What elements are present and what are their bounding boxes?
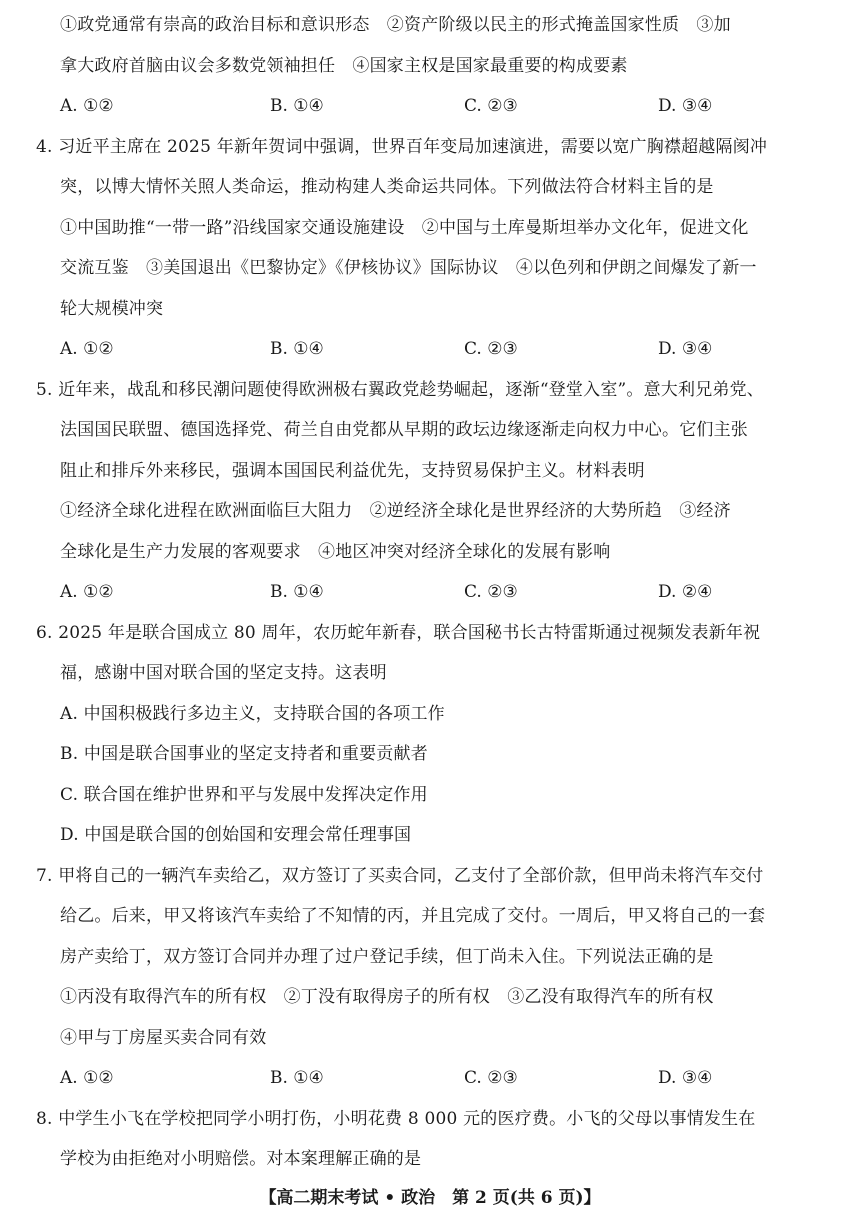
q7-statements-line1: ①丙没有取得汽车的所有权 ②丁没有取得房子的所有权 ③乙没有取得汽车的所有权 [60,987,714,1007]
q6-option-d: D. 中国是联合国的创始国和安理会常任理事国 [60,825,412,845]
q5-option-b: B. ①④ [270,582,324,602]
q6-option-a: A. 中国积极践行多边主义，支持联合国的各项工作 [60,704,445,724]
q5-stem-line3: 阻止和排斥外来移民，强调本国国民利益优先，支持贸易保护主义。材料表明 [60,461,645,481]
q5-statements-line1: ①经济全球化进程在欧洲面临巨大阻力 ②逆经济全球化是世界经济的大势所趋 ③经济 [60,501,731,521]
q3-option-b: B. ①④ [270,96,324,116]
q6-option-b: B. 中国是联合国事业的坚定支持者和重要贡献者 [60,744,428,764]
q7-option-d: D. ③④ [658,1068,713,1088]
q7-stem-line1: 7. 甲将自己的一辆汽车卖给乙，双方签订了买卖合同，乙支付了全部价款，但甲尚未将汽车交付 [36,866,764,886]
q7-option-c: C. ②③ [464,1068,518,1088]
q4-statements-line2: 交流互鉴 ③美国退出《巴黎协定》《伊核协议》国际协议 ④以色列和伊朗之间爆发了新一 [60,258,757,278]
q5-stem-line2: 法国国民联盟、德国选择党、荷兰自由党都从早期的政坛边缘逐渐走向权力中心。它们主张 [60,420,748,440]
q7-option-b: B. ①④ [270,1068,324,1088]
q4-statements-line3: 轮大规模冲突 [60,299,164,319]
q5-option-a: A. ①② [60,582,114,602]
q6-option-c: C. 联合国在维护世界和平与发展中发挥决定作用 [60,785,428,805]
q3-option-d: D. ③④ [658,96,713,116]
q8-stem-line2: 学校为由拒绝对小明赔偿。对本案理解正确的是 [60,1149,422,1169]
q7-stem-line3: 房产卖给丁，双方签订合同并办理了过户登记手续，但丁尚未入住。下列说法正确的是 [60,947,714,967]
q4-option-d: D. ③④ [658,339,713,359]
q4-option-c: C. ②③ [464,339,518,359]
q6-stem-line2: 福，感谢中国对联合国的坚定支持。这表明 [60,663,387,683]
q4-statements-line1: ①中国助推“一带一路”沿线国家交通设施建设 ②中国与土库曼斯坦举办文化年，促进文化 [60,218,749,238]
q7-stem-line2: 给乙。后来，甲又将该汽车卖给了不知情的丙，并且完成了交付。一周后，甲又将自己的一套 [60,906,766,926]
q5-stem-line1: 5. 近年来，战乱和移民潮问题使得欧洲极右翼政党趁势崛起，逐渐“登堂入室”。意大利兄弟党、 [36,380,765,400]
q3-option-c: C. ②③ [464,96,518,116]
q8-stem-line1: 8. 中学生小飞在学校把同学小明打伤，小明花费 8 000 元的医疗费。小飞的父母以事情发生在 [36,1109,756,1129]
q3-option-a: A. ①② [60,96,114,116]
q5-option-c: C. ②③ [464,582,518,602]
q3-statements-line2: 拿大政府首脑由议会多数党领袖担任 ④国家主权是国家最重要的构成要素 [60,56,628,76]
q4-option-b: B. ①④ [270,339,324,359]
q5-statements-line2: 全球化是生产力发展的客观要求 ④地区冲突对经济全球化的发展有影响 [60,542,611,562]
q4-option-a: A. ①② [60,339,114,359]
q4-stem-line2: 突，以博大情怀关照人类命运，推动构建人类命运共同体。下列做法符合材料主旨的是 [60,177,714,197]
q6-stem-line1: 6. 2025 年是联合国成立 80 周年，农历蛇年新春，联合国秘书长古特雷斯通过视频发表新年祝 [36,623,761,643]
q3-statements-line1: ①政党通常有崇高的政治目标和意识形态 ②资产阶级以民主的形式掩盖国家性质 ③加 [60,15,731,35]
q7-option-a: A. ①② [60,1068,114,1088]
page-footer: 【高二期末考试 • 政治 第 2 页(共 6 页)】 [259,1188,601,1208]
q5-option-d: D. ②④ [658,582,713,602]
q7-statements-line2: ④甲与丁房屋买卖合同有效 [60,1028,267,1048]
q4-stem-line1: 4. 习近平主席在 2025 年新年贺词中强调，世界百年变局加速演进，需要以宽广胸襟超越隔阂冲 [36,137,768,157]
